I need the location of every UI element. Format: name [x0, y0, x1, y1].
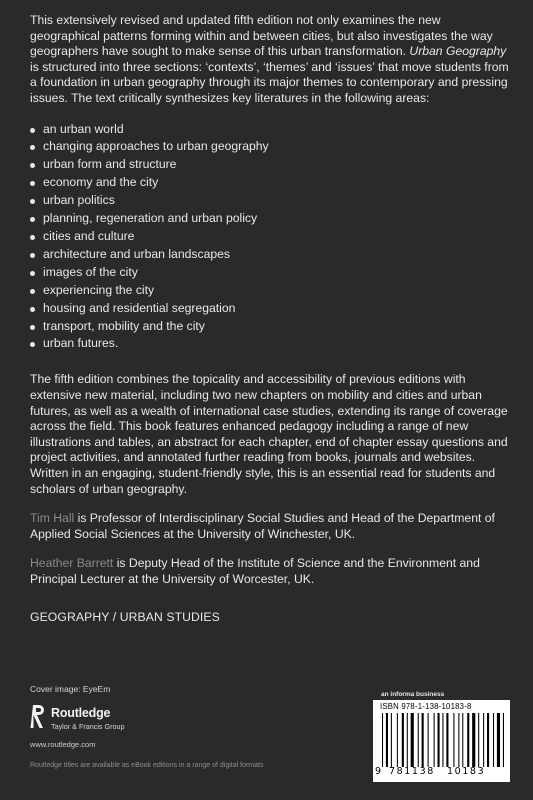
barcode-digits-right: 10183: [447, 766, 486, 777]
list-item: housing and residential segregation: [30, 300, 510, 318]
author-bio-text: is Deputy Head of the Institute of Science and the Environment and Principal Lecturer at the University of Worcester, UK.: [30, 556, 480, 586]
ebook-footnote: Routledge titles are available as eBook editions in a range of digital formats: [30, 762, 264, 769]
author-bio-text: is Professor of Interdisciplinary Social Studies and Head of the Department of Applied Social Sciences at the University of Winchester, UK.: [30, 511, 495, 541]
intro-paragraph: [30, 13, 510, 107]
isbn-number: ISBN 978-1-138-10183-8: [380, 702, 472, 711]
subject-category: GEOGRAPHY / URBAN STUDIES: [30, 610, 220, 625]
list-item: cities and culture: [30, 228, 510, 246]
author-bio-2: [30, 556, 510, 587]
back-cover-text: [30, 13, 510, 624]
list-item: planning, regeneration and urban policy: [30, 210, 510, 228]
book-title: Urban Geography: [409, 44, 507, 59]
intro-part1: This extensively revised and updated fifth edition not only examines the new geographical patterns forming within and between cities, but also investigates the way geographers have sought to make sense of this urban transformation.: [30, 13, 493, 59]
list-item: urban futures.: [30, 335, 510, 353]
list-item: experiencing the city: [30, 282, 510, 300]
publisher-name: Routledge: [51, 706, 111, 720]
list-item: architecture and urban landscapes: [30, 246, 510, 264]
list-item: economy and the city: [30, 174, 510, 192]
publisher-group: Taylor & Francis Group: [51, 722, 125, 731]
barcode-digit-first: 9: [375, 766, 382, 777]
topic-list: [30, 121, 510, 354]
barcode-bars: [382, 713, 504, 767]
barcode-digits-left: 781138: [389, 766, 435, 777]
list-item: transport, mobility and the city: [30, 318, 510, 336]
informa-tagline: an informa business: [381, 691, 445, 698]
author-name: Heather Barrett: [30, 556, 114, 571]
list-item: urban politics: [30, 192, 510, 210]
publisher-url[interactable]: www.routledge.com: [30, 740, 96, 749]
intro-part2: is structured into three sections: ‘contexts’, ‘themes’ and ‘issues’ that move students from a foundation in urban geography through its major themes to contemporary and pressing issues. The text critically synthesizes key literatures in the following areas:: [30, 59, 509, 105]
author-bio-1: [30, 511, 510, 542]
isbn-barcode: [373, 700, 510, 782]
list-item: changing approaches to urban geography: [30, 138, 510, 156]
routledge-logo-icon: [30, 703, 46, 731]
author-name: Tim Hall: [30, 511, 75, 526]
list-item: urban form and structure: [30, 156, 510, 174]
list-item: an urban world: [30, 121, 510, 139]
publisher-logo: [30, 703, 180, 737]
list-item: images of the city: [30, 264, 510, 282]
description-paragraph: The fifth edition combines the topicality and accessibility of previous editions with extensive new material, including two new chapters on mobility and cities and urban futures, as well as a wealth of international case studies, extending its range of coverage across the field. This book features enhanced pedagogy including a range of new illustrations and tables, an abstract for each chapter, end of chapter essay questions and project activities, and annotated further reading from books, journals and websites. Written in an engaging, student-friendly style, this is an essential read for students and scholars of urban geography.: [30, 372, 508, 496]
cover-image-credit: Cover image: EyeEm: [30, 684, 111, 694]
